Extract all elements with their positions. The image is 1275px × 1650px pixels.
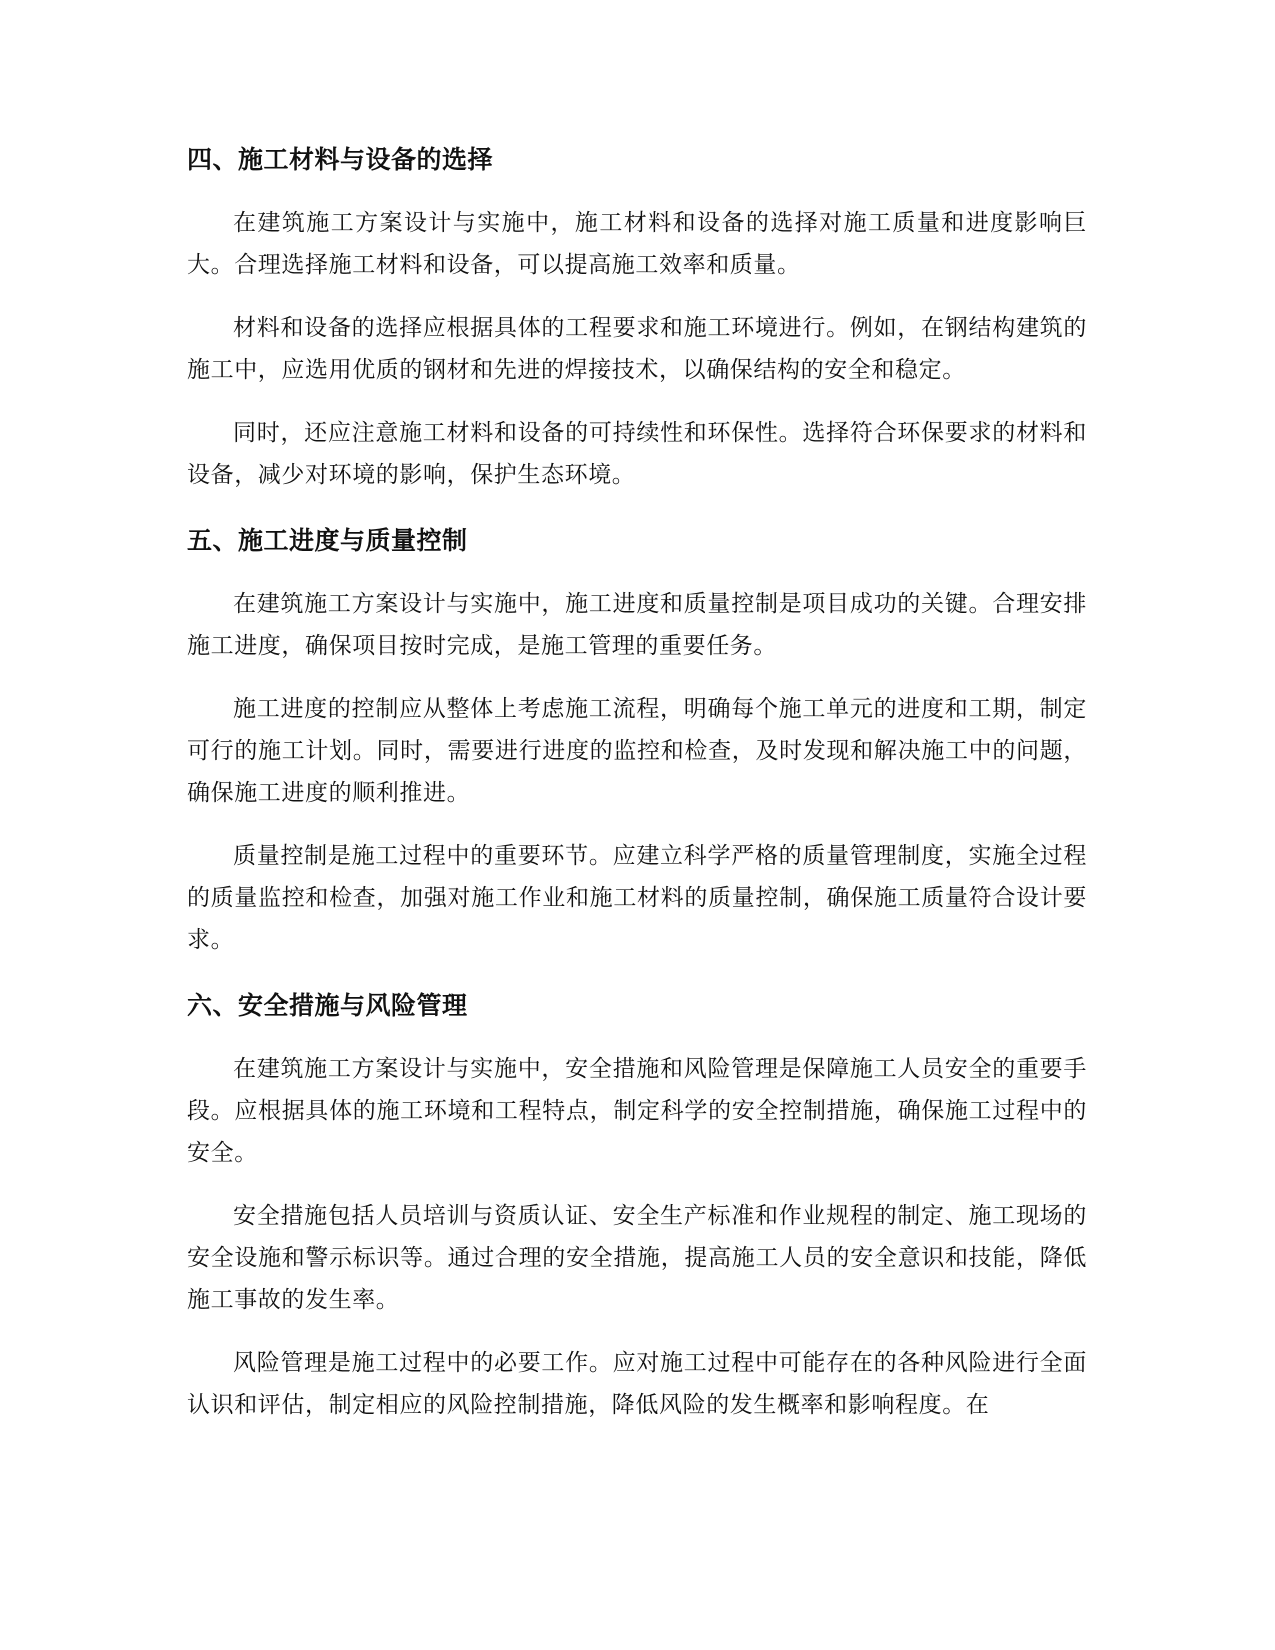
- section-6-paragraph-3: 风险管理是施工过程中的必要工作。应对施工过程中可能存在的各种风险进行全面认识和评估，制定相应的风险控制措施，降低风险的发生概率和影响程度。在: [187, 1350, 1087, 1418]
- section-5-paragraph-2: 施工进度的控制应从整体上考虑施工流程，明确每个施工单元的进度和工期，制定可行的施工计划。同时，需要进行进度的监控和检查，及时发现和解决施工中的问题，确保施工进度的顺利推进。: [187, 696, 1087, 806]
- section-5-paragraph-3: 质量控制是施工过程中的重要环节。应建立科学严格的质量管理制度，实施全过程的质量监控和检查，加强对施工作业和施工材料的质量控制，确保施工质量符合设计要求。: [187, 843, 1087, 953]
- section-4-paragraph-2: 材料和设备的选择应根据具体的工程要求和施工环境进行。例如，在钢结构建筑的施工中，应选用优质的钢材和先进的焊接技术，以确保结构的安全和稳定。: [187, 315, 1087, 383]
- section-4-paragraph-1: 在建筑施工方案设计与实施中，施工材料和设备的选择对施工质量和进度影响巨大。合理选择施工材料和设备，可以提高施工效率和质量。: [187, 210, 1087, 278]
- section-title-6: 六、安全措施与风险管理: [187, 991, 468, 1020]
- section-title-5: 五、施工进度与质量控制: [187, 526, 468, 555]
- section-5-paragraph-1: 在建筑施工方案设计与实施中，施工进度和质量控制是项目成功的关键。合理安排施工进度，确保项目按时完成，是施工管理的重要任务。: [187, 591, 1087, 659]
- document-page: [187, 140, 1087, 1426]
- section-4-paragraph-3: 同时，还应注意施工材料和设备的可持续性和环保性。选择符合环保要求的材料和设备，减少对环境的影响，保护生态环境。: [187, 420, 1087, 488]
- section-title-4: 四、施工材料与设备的选择: [187, 145, 494, 174]
- section-6-paragraph-2: 安全措施包括人员培训与资质认证、安全生产标准和作业规程的制定、施工现场的安全设施和警示标识等。通过合理的安全措施，提高施工人员的安全意识和技能，降低施工事故的发生率。: [187, 1203, 1087, 1313]
- section-6-paragraph-1: 在建筑施工方案设计与实施中，安全措施和风险管理是保障施工人员安全的重要手段。应根据具体的施工环境和工程特点，制定科学的安全控制措施，确保施工过程中的安全。: [187, 1056, 1087, 1166]
